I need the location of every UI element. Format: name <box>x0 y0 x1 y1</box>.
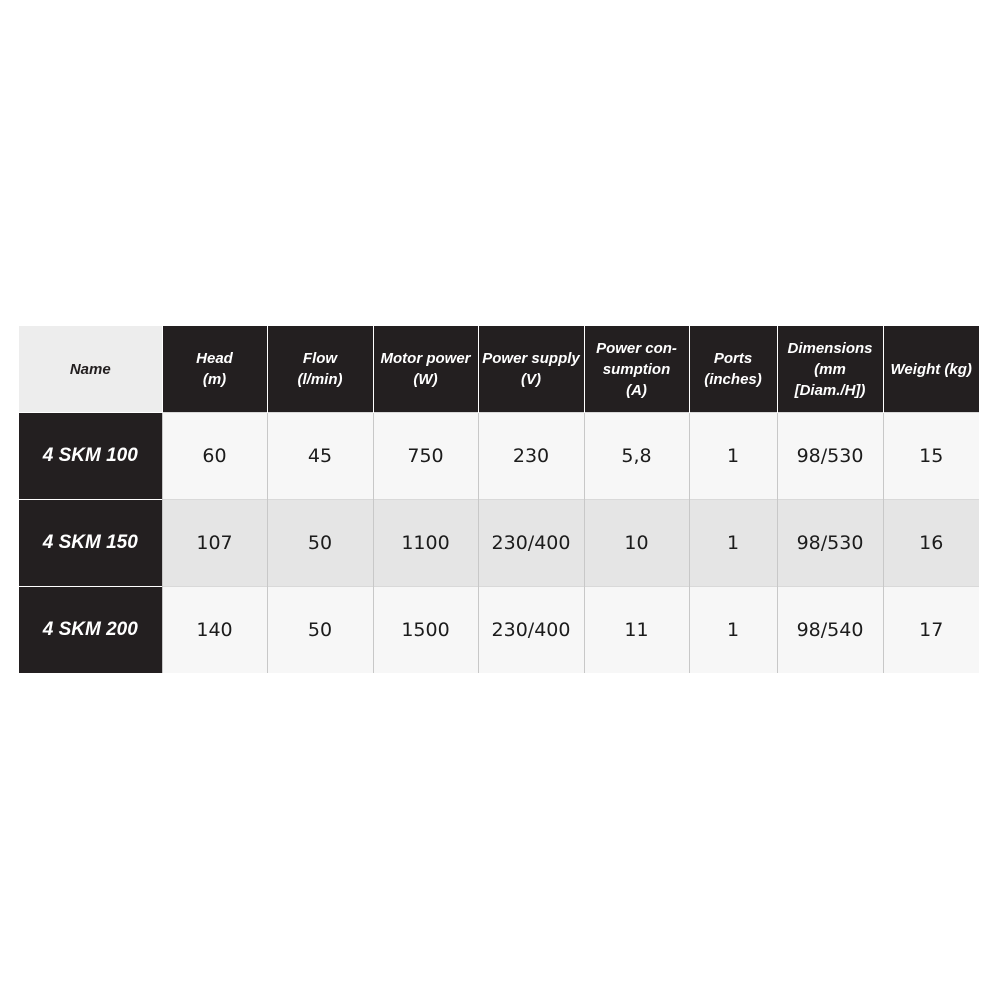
motor-power-cell: 1100 <box>373 500 478 587</box>
header-power-supply: Power supply (V) <box>478 326 584 413</box>
header-row <box>19 326 979 413</box>
weight-cell: 15 <box>883 413 979 500</box>
power-supply-cell: 230/400 <box>478 587 584 674</box>
flow-cell: 50 <box>267 500 373 587</box>
header-weight: Weight (kg) <box>883 326 979 413</box>
flow-cell: 50 <box>267 587 373 674</box>
flow-cell: 45 <box>267 413 373 500</box>
weight-cell: 16 <box>883 500 979 587</box>
dimensions-cell: 98/530 <box>777 413 883 500</box>
table-row <box>19 587 979 674</box>
head-cell: 140 <box>162 587 267 674</box>
motor-power-cell: 750 <box>373 413 478 500</box>
power-supply-cell: 230 <box>478 413 584 500</box>
pump-spec-table <box>19 326 979 673</box>
weight-cell: 17 <box>883 587 979 674</box>
motor-power-cell: 1500 <box>373 587 478 674</box>
ports-cell: 1 <box>689 587 777 674</box>
ports-cell: 1 <box>689 413 777 500</box>
dimensions-cell: 98/530 <box>777 500 883 587</box>
header-power-consumption: Power con- sumption (A) <box>584 326 689 413</box>
row-name-cell: 4 SKM 100 <box>19 413 162 500</box>
header-flow: Flow (l/min) <box>267 326 373 413</box>
header-motor-power: Motor power (W) <box>373 326 478 413</box>
power-supply-cell: 230/400 <box>478 500 584 587</box>
ports-cell: 1 <box>689 500 777 587</box>
head-cell: 107 <box>162 500 267 587</box>
header-ports: Ports (inches) <box>689 326 777 413</box>
row-name-cell: 4 SKM 200 <box>19 587 162 674</box>
header-head: Head (m) <box>162 326 267 413</box>
header-dimensions: Dimensions (mm [Diam./H]) <box>777 326 883 413</box>
power-consumption-cell: 5,8 <box>584 413 689 500</box>
header-name: Name <box>19 326 162 413</box>
row-name-cell: 4 SKM 150 <box>19 500 162 587</box>
table-row <box>19 413 979 500</box>
head-cell: 60 <box>162 413 267 500</box>
table-row <box>19 500 979 587</box>
power-consumption-cell: 10 <box>584 500 689 587</box>
power-consumption-cell: 11 <box>584 587 689 674</box>
dimensions-cell: 98/540 <box>777 587 883 674</box>
